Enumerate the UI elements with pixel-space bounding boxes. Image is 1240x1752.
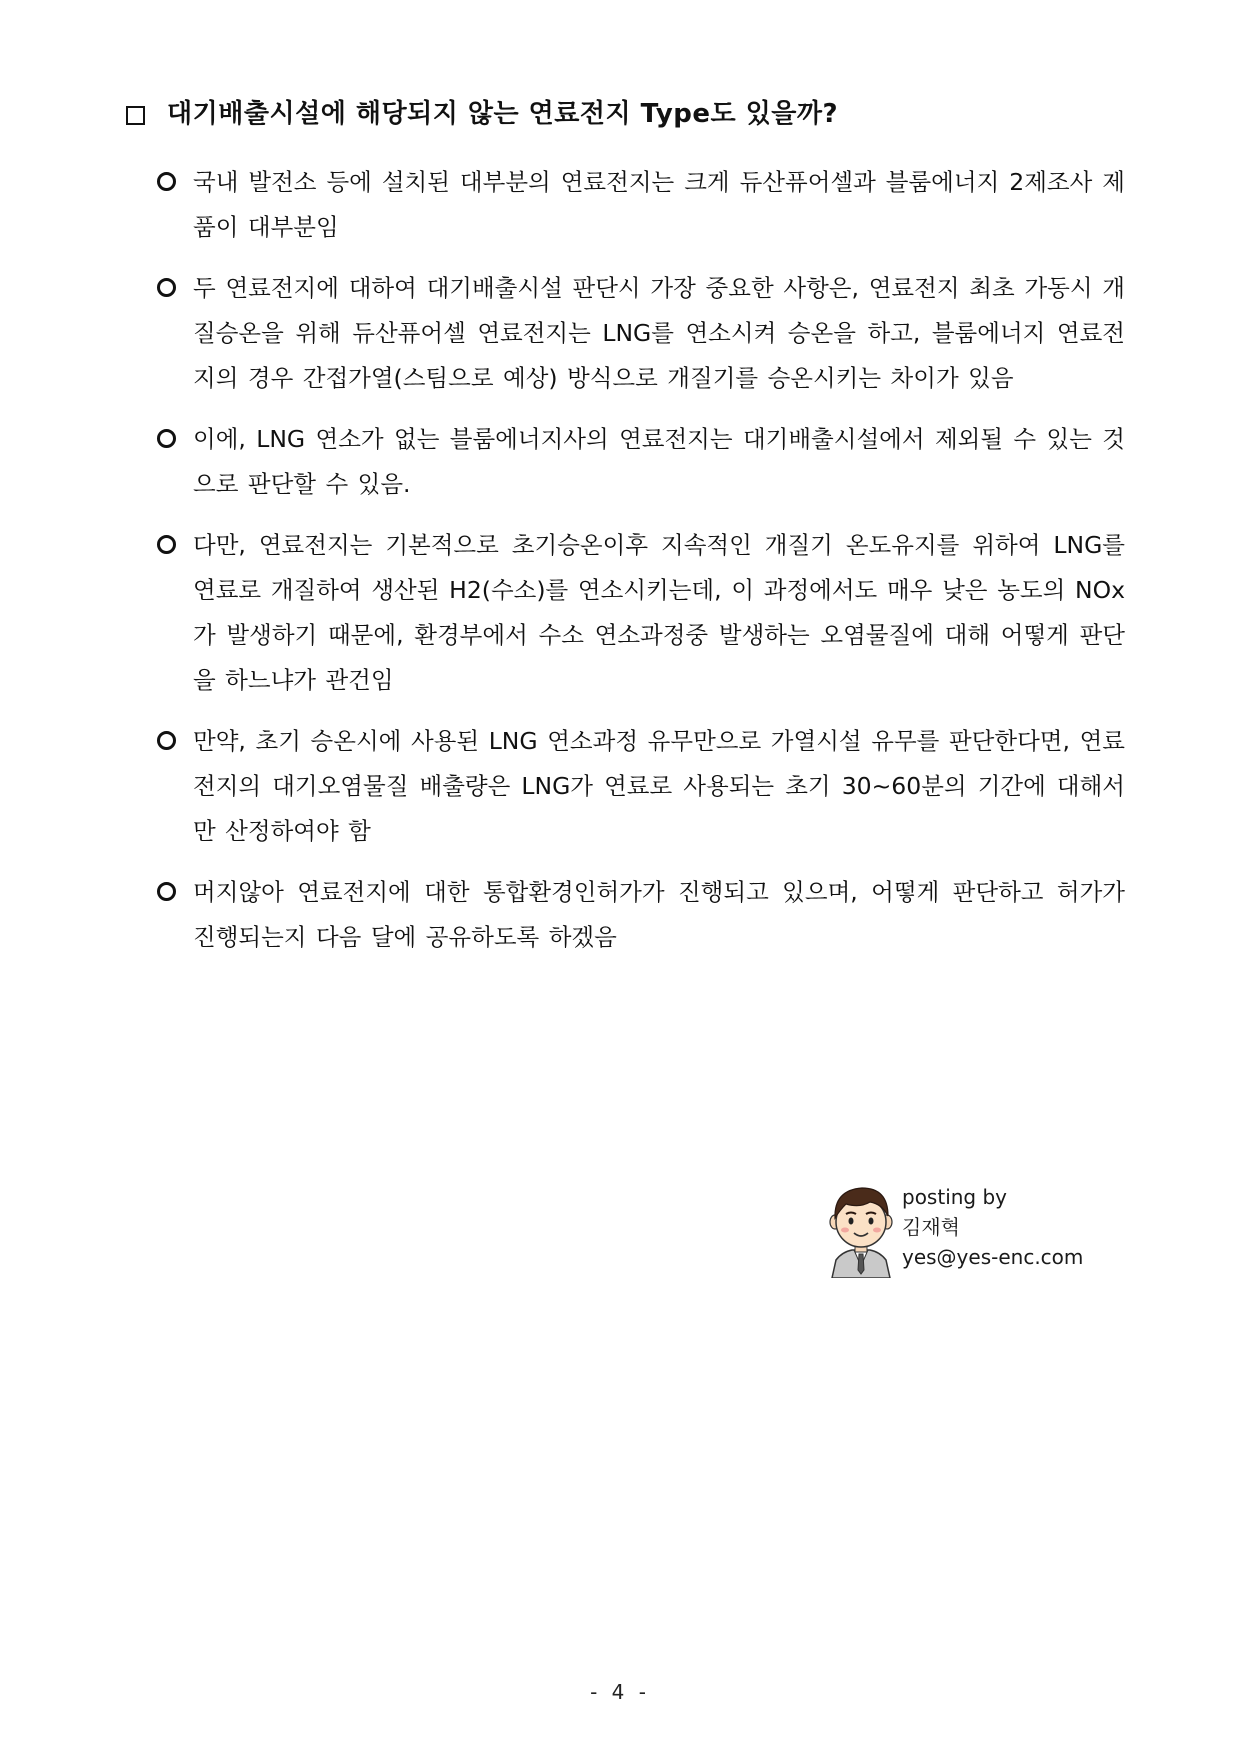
list-item-text: 이에, LNG 연소가 없는 블룸에너지사의 연료전지는 대기배출시설에서 제외될 수 있는 것으로 판단할 수 있음. — [193, 425, 1125, 498]
list-item-text: 두 연료전지에 대하여 대기배출시설 판단시 가장 중요한 사항은, 연료전지 최초 가동시 개질승온을 위해 듀산퓨어셀 연료전지는 LNG를 연소시켜 승온을 하고, 블룸에너지 연료전지의 경우 간접가열(스팀으로 예상) 방식으로 개질기를 승온시키는 차이가 있음 — [193, 274, 1125, 392]
section-heading — [126, 94, 1126, 134]
cartoon-man-avatar-icon — [826, 1182, 896, 1278]
list-item — [157, 266, 1125, 401]
page-number: - 4 - — [590, 1680, 650, 1704]
list-item — [157, 160, 1125, 250]
list-item — [157, 523, 1125, 703]
author-email: yes@yes-enc.com — [902, 1245, 1084, 1269]
author-signature — [826, 1182, 1146, 1282]
circle-bullet-icon — [157, 731, 176, 750]
circle-bullet-icon — [157, 172, 176, 191]
circle-bullet-icon — [157, 278, 176, 297]
list-item-text: 머지않아 연료전지에 대한 통합환경인허가가 진행되고 있으며, 어떻게 판단하고 허가가 진행되는지 다음 달에 공유하도록 하겠음 — [193, 878, 1125, 951]
list-item-text: 다만, 연료전지는 기본적으로 초기승온이후 지속적인 개질기 온도유지를 위하여 LNG를 연료로 개질하여 생산된 H2(수소)를 연소시키는데, 이 과정에서도 매우 낮은 농도의 NOx가 발생하기 때문에, 환경부에서 수소 연소과정중 발생하는 오염물질에 대해 어떻게 판단을 하느냐가 관건임 — [193, 531, 1125, 694]
posting-by-label: posting by — [902, 1185, 1008, 1209]
author-name: 김재혁 — [902, 1215, 960, 1239]
list-item-text: 국내 발전소 등에 설치된 대부분의 연료전지는 크게 듀산퓨어셀과 블룸에너지 2제조사 제품이 대부분임 — [193, 168, 1125, 241]
checkbox-square-icon — [126, 106, 145, 125]
section-heading-text: 대기배출시설에 해당되지 않는 연료전지 Type도 있을까? — [167, 99, 839, 129]
circle-bullet-icon — [157, 429, 176, 448]
circle-bullet-icon — [157, 535, 176, 554]
list-item — [157, 719, 1125, 854]
list-item-text: 만약, 초기 승온시에 사용된 LNG 연소과정 유무만으로 가열시설 유무를 판단한다면, 연료전지의 대기오염물질 배출량은 LNG가 연료로 사용되는 초기 30~60분의 기간에 대해서만 산정하여야 함 — [193, 727, 1125, 845]
circle-bullet-icon — [157, 882, 176, 901]
signature-text — [902, 1182, 1083, 1272]
list-item — [157, 870, 1125, 960]
bullet-list — [157, 160, 1125, 976]
list-item — [157, 417, 1125, 507]
